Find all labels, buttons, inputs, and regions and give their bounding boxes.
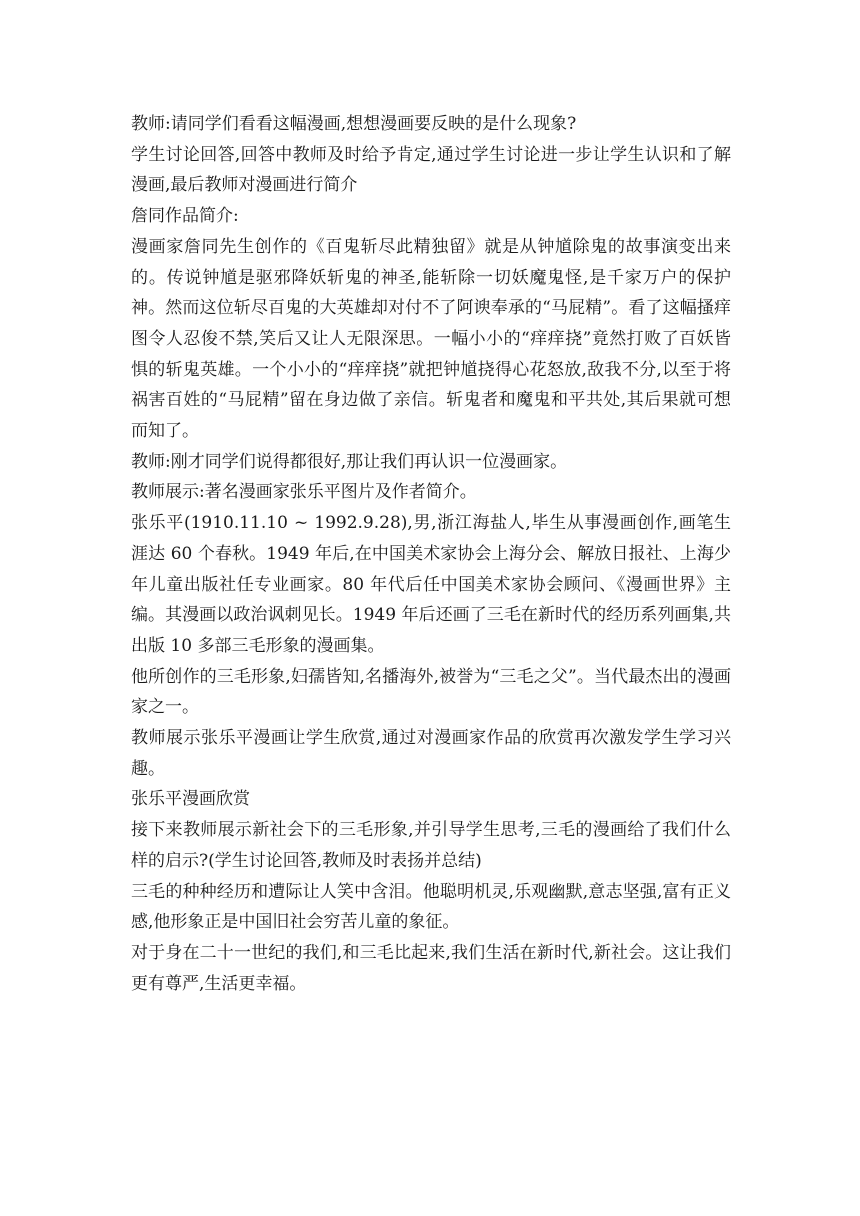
zhang-leping-bio-paragraph: 张乐平(1910.11.10 ~ 1992.9.28),男,浙江海盐人,毕生从事漫画创作,画笔生涯达 60 个春秋。1949 年后,在中国美术家协会上海分会、解放日报社、上海少年儿童出版社任专业画家。80 年代后任中国美术家协会顾问、《漫画世界》主编。其漫画以政治讽刺见长。1949 年后还画了三毛在新时代的经历系列画集,共出版 10 多部三毛形象的漫画集。 [131,513,731,656]
sanmao-new-society-paragraph: 接下来教师展示新社会下的三毛形象,并引导学生思考,三毛的漫画给了我们什么样的启示?(学生讨论回答,教师及时表扬并总结) [131,820,731,871]
teacher-display-paragraph: 教师展示:著名漫画家张乐平图片及作者简介。 [131,482,477,503]
zhan-tong-intro-heading: 詹同作品简介: [131,206,239,227]
teacher-question-paragraph: 教师:请同学们看看这幅漫画,想想漫画要反映的是什么现象? [131,114,577,134]
appreciation-heading: 张乐平漫画欣赏 [131,789,250,810]
document-body [131,109,731,999]
sanmao-experience-paragraph: 三毛的种种经历和遭际让人笑中含泪。他聪明机灵,乐观幽默,意志坚强,富有正义感,他形象正是中国旧社会穷苦儿童的象征。 [131,881,731,933]
conclusion-paragraph: 对于身在二十一世纪的我们,和三毛比起来,我们生活在新时代,新社会。这让我们更有尊严,生活更幸福。 [131,942,731,994]
teacher-show-works-paragraph: 教师展示张乐平漫画让学生欣赏,通过对漫画家作品的欣赏再次激发学生学习兴趣。 [131,728,731,779]
teacher-transition-paragraph: 教师:刚才同学们说得都很好,那让我们再认识一位漫画家。 [131,451,568,472]
zhan-tong-work-paragraph: 漫画家詹同先生创作的《百鬼斩尽此精独留》就是从钟馗除鬼的故事演变出来的。传说钟馗是驱邪降妖斩鬼的神圣,能斩除一切妖魔鬼怪,是千家万户的保护神。然而这位斩尽百鬼的大英雄却对付不了阿谀奉承的“马屁精”。看了这幅搔痒图令人忍俊不禁,笑后又让人无限深思。一幅小小的“痒痒挠”竟然打败了百妖皆惧的斩鬼英雄。一个小小的“痒痒挠”就把钟馗挠得心花怒放,敌我不分,以至于将祸害百姓的“马屁精”留在身边做了亲信。斩鬼者和魔鬼和平共处,其后果就可想而知了。 [131,236,731,442]
sanmao-creator-paragraph: 他所创作的三毛形象,妇孺皆知,名播海外,被誉为“三毛之父”。当代最杰出的漫画家之一。 [131,666,731,718]
student-discussion-paragraph: 学生讨论回答,回答中教师及时给予肯定,通过学生讨论进一步让学生认识和了解漫画,最后教师对漫画进行简介 [131,144,731,196]
